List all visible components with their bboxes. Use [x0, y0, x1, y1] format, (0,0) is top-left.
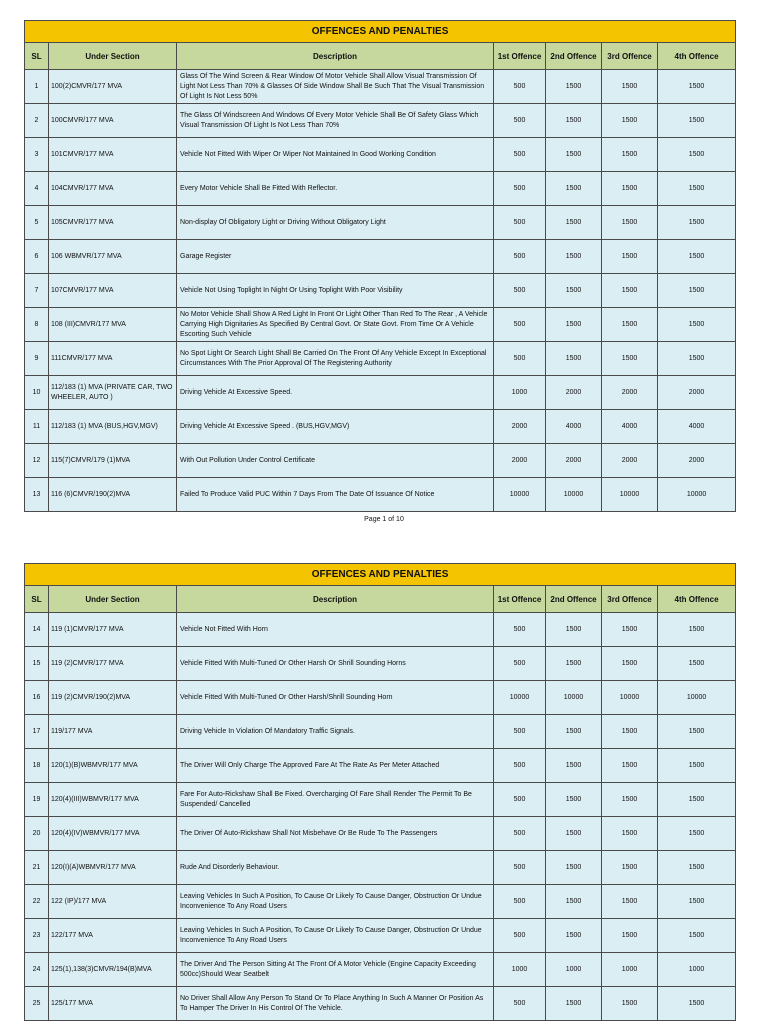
- table-row: [25, 172, 736, 206]
- header-1st-offence: 1st Offence: [494, 43, 546, 70]
- cell-under-section: 125/177 MVA: [49, 987, 177, 1021]
- cell-under-section: 100(2)CMVR/177 MVA: [49, 70, 177, 104]
- cell-sl: 24: [25, 953, 49, 987]
- cell-2nd-offence: 1500: [546, 647, 602, 681]
- cell-3rd-offence: 1500: [602, 885, 658, 919]
- cell-sl: 12: [25, 444, 49, 478]
- cell-2nd-offence: 1500: [546, 613, 602, 647]
- cell-4th-offence: 1500: [658, 274, 736, 308]
- cell-sl: 4: [25, 172, 49, 206]
- table-row: [25, 376, 736, 410]
- cell-3rd-offence: 1500: [602, 240, 658, 274]
- table-row: [25, 70, 736, 104]
- cell-3rd-offence: 1500: [602, 274, 658, 308]
- cell-2nd-offence: 1500: [546, 70, 602, 104]
- cell-description: Failed To Produce Valid PUC Within 7 Days From The Date Of Issuance Of Notice: [177, 478, 494, 512]
- cell-1st-offence: 500: [494, 749, 546, 783]
- header-under-section: Under Section: [49, 586, 177, 613]
- cell-3rd-offence: 1500: [602, 342, 658, 376]
- table-row: [25, 783, 736, 817]
- cell-4th-offence: 1500: [658, 987, 736, 1021]
- cell-3rd-offence: 1500: [602, 647, 658, 681]
- cell-under-section: 101CMVR/177 MVA: [49, 138, 177, 172]
- cell-description: Driving Vehicle At Excessive Speed . (BUS,HGV,MGV): [177, 410, 494, 444]
- cell-under-section: 111CMVR/177 MVA: [49, 342, 177, 376]
- offences-table-page-2: [24, 563, 736, 1021]
- cell-sl: 6: [25, 240, 49, 274]
- table-title: OFFENCES AND PENALTIES: [25, 564, 736, 586]
- cell-3rd-offence: 1500: [602, 138, 658, 172]
- table-row: [25, 206, 736, 240]
- cell-4th-offence: 1500: [658, 647, 736, 681]
- cell-sl: 14: [25, 613, 49, 647]
- header-sl: SL: [25, 43, 49, 70]
- cell-3rd-offence: 1500: [602, 104, 658, 138]
- table-row: [25, 817, 736, 851]
- cell-2nd-offence: 1500: [546, 274, 602, 308]
- cell-description: Fare For Auto-Rickshaw Shall Be Fixed. Overcharging Of Fare Shall Render The Permit To Be Suspended/ Cancelled: [177, 783, 494, 817]
- cell-1st-offence: 500: [494, 308, 546, 342]
- cell-description: Vehicle Fitted With Multi-Tuned Or Other Harsh/Shrill Sounding Horn: [177, 681, 494, 715]
- cell-1st-offence: 500: [494, 613, 546, 647]
- cell-4th-offence: 1500: [658, 342, 736, 376]
- cell-4th-offence: 2000: [658, 444, 736, 478]
- cell-2nd-offence: 1500: [546, 308, 602, 342]
- cell-4th-offence: 1500: [658, 613, 736, 647]
- cell-3rd-offence: 2000: [602, 376, 658, 410]
- cell-description: Driving Vehicle In Violation Of Mandatory Traffic Signals.: [177, 715, 494, 749]
- cell-under-section: 112/183 (1) MVA (PRIVATE CAR, TWO WHEELER, AUTO ): [49, 376, 177, 410]
- cell-sl: 9: [25, 342, 49, 376]
- cell-2nd-offence: 1500: [546, 851, 602, 885]
- cell-sl: 11: [25, 410, 49, 444]
- cell-3rd-offence: 1500: [602, 783, 658, 817]
- cell-2nd-offence: 4000: [546, 410, 602, 444]
- cell-sl: 25: [25, 987, 49, 1021]
- cell-1st-offence: 500: [494, 138, 546, 172]
- cell-2nd-offence: 1000: [546, 953, 602, 987]
- cell-3rd-offence: 1500: [602, 987, 658, 1021]
- cell-2nd-offence: 1500: [546, 749, 602, 783]
- cell-4th-offence: 10000: [658, 478, 736, 512]
- table-row: [25, 987, 736, 1021]
- cell-description: With Out Pollution Under Control Certificate: [177, 444, 494, 478]
- cell-1st-offence: 2000: [494, 444, 546, 478]
- cell-under-section: 120(I)(A)WBMVR/177 MVA: [49, 851, 177, 885]
- table-row: [25, 885, 736, 919]
- table-row: [25, 749, 736, 783]
- cell-under-section: 104CMVR/177 MVA: [49, 172, 177, 206]
- cell-sl: 19: [25, 783, 49, 817]
- cell-under-section: 115(7)CMVR/179 (1)MVA: [49, 444, 177, 478]
- cell-description: Vehicle Not Using Toplight In Night Or Using Toplight With Poor Visibility: [177, 274, 494, 308]
- cell-description: The Driver And The Person Sitting At The Front Of A Motor Vehicle (Engine Capacity Exceeding 500cc)Should Wear Seatbelt: [177, 953, 494, 987]
- table-row: [25, 308, 736, 342]
- cell-2nd-offence: 2000: [546, 376, 602, 410]
- cell-1st-offence: 10000: [494, 681, 546, 715]
- cell-2nd-offence: 1500: [546, 342, 602, 376]
- cell-sl: 20: [25, 817, 49, 851]
- table-row: [25, 953, 736, 987]
- cell-description: The Glass Of Windscreen And Windows Of Every Motor Vehicle Shall Be Of Safety Glass Which Visual Transmission Of Light Is Not Less Than 70%: [177, 104, 494, 138]
- cell-description: Non-display Of Obligatory Light or Driving Without Obligatory Light: [177, 206, 494, 240]
- header-1st-offence: 1st Offence: [494, 586, 546, 613]
- cell-sl: 16: [25, 681, 49, 715]
- table-row: [25, 240, 736, 274]
- cell-4th-offence: 1500: [658, 104, 736, 138]
- cell-4th-offence: 1500: [658, 783, 736, 817]
- cell-under-section: 108 (III)CMVR/177 MVA: [49, 308, 177, 342]
- cell-sl: 18: [25, 749, 49, 783]
- cell-4th-offence: 1500: [658, 206, 736, 240]
- offences-table-page-1: [24, 20, 736, 512]
- cell-1st-offence: 500: [494, 817, 546, 851]
- cell-1st-offence: 500: [494, 342, 546, 376]
- cell-under-section: 119 (2)CMVR/190(2)MVA: [49, 681, 177, 715]
- cell-3rd-offence: 1500: [602, 172, 658, 206]
- cell-3rd-offence: 1500: [602, 817, 658, 851]
- cell-4th-offence: 1500: [658, 308, 736, 342]
- cell-sl: 15: [25, 647, 49, 681]
- table-row: [25, 681, 736, 715]
- header-sl: SL: [25, 586, 49, 613]
- table-row: [25, 647, 736, 681]
- header-4th-offence: 4th Offence: [658, 586, 736, 613]
- cell-under-section: 100CMVR/177 MVA: [49, 104, 177, 138]
- cell-4th-offence: 4000: [658, 410, 736, 444]
- cell-1st-offence: 500: [494, 987, 546, 1021]
- cell-sl: 8: [25, 308, 49, 342]
- cell-3rd-offence: 1000: [602, 953, 658, 987]
- cell-2nd-offence: 1500: [546, 172, 602, 206]
- cell-description: No Motor Vehicle Shall Show A Red Light In Front Or Light Other Than Red To The Rear , A Vehicle Carrying High Dignitaries As Specified By Central Govt. Or State Govt. From Time Or A Vehicle Escorting Such Vehicle: [177, 308, 494, 342]
- cell-description: Every Motor Vehicle Shall Be Fitted With Reflector.: [177, 172, 494, 206]
- table-row: [25, 342, 736, 376]
- cell-1st-offence: 500: [494, 715, 546, 749]
- cell-under-section: 122/177 MVA: [49, 919, 177, 953]
- cell-3rd-offence: 1500: [602, 919, 658, 953]
- cell-4th-offence: 1500: [658, 172, 736, 206]
- cell-description: Garage Register: [177, 240, 494, 274]
- table-row: [25, 274, 736, 308]
- cell-3rd-offence: 1500: [602, 851, 658, 885]
- cell-description: Vehicle Not Fitted With Horn: [177, 613, 494, 647]
- cell-1st-offence: 500: [494, 240, 546, 274]
- header-3rd-offence: 3rd Offence: [602, 43, 658, 70]
- table-row: [25, 919, 736, 953]
- cell-under-section: 119 (2)CMVR/177 MVA: [49, 647, 177, 681]
- cell-sl: 5: [25, 206, 49, 240]
- cell-3rd-offence: 1500: [602, 715, 658, 749]
- cell-description: Leaving Vehicles In Such A Position, To Cause Or Likely To Cause Danger, Obstruction Or Undue Inconvenience To Any Road Users: [177, 885, 494, 919]
- cell-sl: 17: [25, 715, 49, 749]
- cell-under-section: 106 WBMVR/177 MVA: [49, 240, 177, 274]
- cell-under-section: 107CMVR/177 MVA: [49, 274, 177, 308]
- cell-description: Vehicle Fitted With Multi-Tuned Or Other Harsh Or Shrill Sounding Horns: [177, 647, 494, 681]
- table-row: [25, 478, 736, 512]
- cell-description: The Driver Of Auto-Rickshaw Shall Not Misbehave Or Be Rude To The Passengers: [177, 817, 494, 851]
- cell-description: Rude And Disorderly Behaviour.: [177, 851, 494, 885]
- cell-under-section: 122 (IP)/177 MVA: [49, 885, 177, 919]
- cell-1st-offence: 500: [494, 206, 546, 240]
- cell-1st-offence: 500: [494, 172, 546, 206]
- cell-1st-offence: 500: [494, 783, 546, 817]
- table-row: [25, 104, 736, 138]
- table-row: [25, 851, 736, 885]
- header-description: Description: [177, 43, 494, 70]
- cell-under-section: 119/177 MVA: [49, 715, 177, 749]
- cell-4th-offence: 10000: [658, 681, 736, 715]
- cell-under-section: 120(1)(B)WBMVR/177 MVA: [49, 749, 177, 783]
- table-row: [25, 138, 736, 172]
- cell-under-section: 120(4)(III)WBMVR/177 MVA: [49, 783, 177, 817]
- cell-4th-offence: 2000: [658, 376, 736, 410]
- cell-2nd-offence: 1500: [546, 783, 602, 817]
- cell-2nd-offence: 1500: [546, 885, 602, 919]
- cell-3rd-offence: 1500: [602, 613, 658, 647]
- cell-description: Leaving Vehicles In Such A Position, To Cause Or Likely To Cause Danger, Obstruction Or Undue Inconvenience To Any Road Users: [177, 919, 494, 953]
- cell-3rd-offence: 1500: [602, 749, 658, 783]
- cell-2nd-offence: 1500: [546, 715, 602, 749]
- cell-description: Glass Of The Wind Screen & Rear Window Of Motor Vehicle Shall Allow Visual Transmission Of Light Not Less Than 70% & Glasses Of Side Window Shall Be Such That The Visual Transmission Of Light Is Not Less 50%: [177, 70, 494, 104]
- table-row: [25, 410, 736, 444]
- cell-1st-offence: 500: [494, 70, 546, 104]
- cell-under-section: 125(1),138(3)CMVR/194(B)MVA: [49, 953, 177, 987]
- cell-sl: 21: [25, 851, 49, 885]
- cell-3rd-offence: 1500: [602, 308, 658, 342]
- table-row: [25, 613, 736, 647]
- cell-sl: 22: [25, 885, 49, 919]
- cell-2nd-offence: 1500: [546, 817, 602, 851]
- cell-sl: 3: [25, 138, 49, 172]
- cell-4th-offence: 1000: [658, 953, 736, 987]
- header-2nd-offence: 2nd Offence: [546, 586, 602, 613]
- cell-sl: 13: [25, 478, 49, 512]
- cell-under-section: 119 (1)CMVR/177 MVA: [49, 613, 177, 647]
- cell-4th-offence: 1500: [658, 749, 736, 783]
- cell-description: Vehicle Not Fitted With Wiper Or Wiper Not Maintained In Good Working Condition: [177, 138, 494, 172]
- cell-description: No Spot Light Or Search Light Shall Be Carried On The Front Of Any Vehicle Except In Exceptional Circumstances With The Prior Approval Of The Registering Authority: [177, 342, 494, 376]
- cell-2nd-offence: 1500: [546, 240, 602, 274]
- cell-2nd-offence: 10000: [546, 681, 602, 715]
- table-row: [25, 444, 736, 478]
- cell-3rd-offence: 10000: [602, 681, 658, 715]
- cell-sl: 7: [25, 274, 49, 308]
- header-description: Description: [177, 586, 494, 613]
- cell-2nd-offence: 1500: [546, 987, 602, 1021]
- cell-1st-offence: 500: [494, 919, 546, 953]
- cell-4th-offence: 1500: [658, 240, 736, 274]
- cell-under-section: 112/183 (1) MVA (BUS,HGV,MGV): [49, 410, 177, 444]
- cell-description: The Driver Will Only Charge The Approved Fare At The Rate As Per Meter Attached: [177, 749, 494, 783]
- cell-4th-offence: 1500: [658, 817, 736, 851]
- cell-sl: 1: [25, 70, 49, 104]
- cell-sl: 10: [25, 376, 49, 410]
- table-row: [25, 715, 736, 749]
- cell-1st-offence: 500: [494, 851, 546, 885]
- cell-1st-offence: 500: [494, 885, 546, 919]
- header-4th-offence: 4th Offence: [658, 43, 736, 70]
- cell-4th-offence: 1500: [658, 138, 736, 172]
- cell-under-section: 105CMVR/177 MVA: [49, 206, 177, 240]
- cell-1st-offence: 10000: [494, 478, 546, 512]
- cell-1st-offence: 1000: [494, 953, 546, 987]
- cell-2nd-offence: 1500: [546, 206, 602, 240]
- cell-description: Driving Vehicle At Excessive Speed.: [177, 376, 494, 410]
- cell-under-section: 120(4)(IV)WBMVR/177 MVA: [49, 817, 177, 851]
- cell-1st-offence: 500: [494, 274, 546, 308]
- cell-description: No Driver Shall Allow Any Person To Stand Or To Place Anything In Such A Manner Or Position As To Hamper The Driver In His Control Of The Vehicle.: [177, 987, 494, 1021]
- cell-2nd-offence: 10000: [546, 478, 602, 512]
- cell-1st-offence: 2000: [494, 410, 546, 444]
- header-under-section: Under Section: [49, 43, 177, 70]
- cell-3rd-offence: 1500: [602, 70, 658, 104]
- cell-4th-offence: 1500: [658, 851, 736, 885]
- cell-1st-offence: 500: [494, 647, 546, 681]
- cell-sl: 2: [25, 104, 49, 138]
- header-3rd-offence: 3rd Offence: [602, 586, 658, 613]
- cell-3rd-offence: 1500: [602, 206, 658, 240]
- cell-sl: 23: [25, 919, 49, 953]
- cell-4th-offence: 1500: [658, 885, 736, 919]
- cell-3rd-offence: 4000: [602, 410, 658, 444]
- cell-4th-offence: 1500: [658, 70, 736, 104]
- cell-2nd-offence: 2000: [546, 444, 602, 478]
- cell-2nd-offence: 1500: [546, 104, 602, 138]
- cell-4th-offence: 1500: [658, 919, 736, 953]
- cell-1st-offence: 1000: [494, 376, 546, 410]
- cell-3rd-offence: 2000: [602, 444, 658, 478]
- page-number: Page 1 of 10: [364, 516, 404, 523]
- cell-2nd-offence: 1500: [546, 138, 602, 172]
- header-2nd-offence: 2nd Offence: [546, 43, 602, 70]
- cell-1st-offence: 500: [494, 104, 546, 138]
- cell-3rd-offence: 10000: [602, 478, 658, 512]
- cell-2nd-offence: 1500: [546, 919, 602, 953]
- cell-under-section: 116 (6)CMVR/190(2)MVA: [49, 478, 177, 512]
- table-title: OFFENCES AND PENALTIES: [25, 21, 736, 43]
- cell-4th-offence: 1500: [658, 715, 736, 749]
